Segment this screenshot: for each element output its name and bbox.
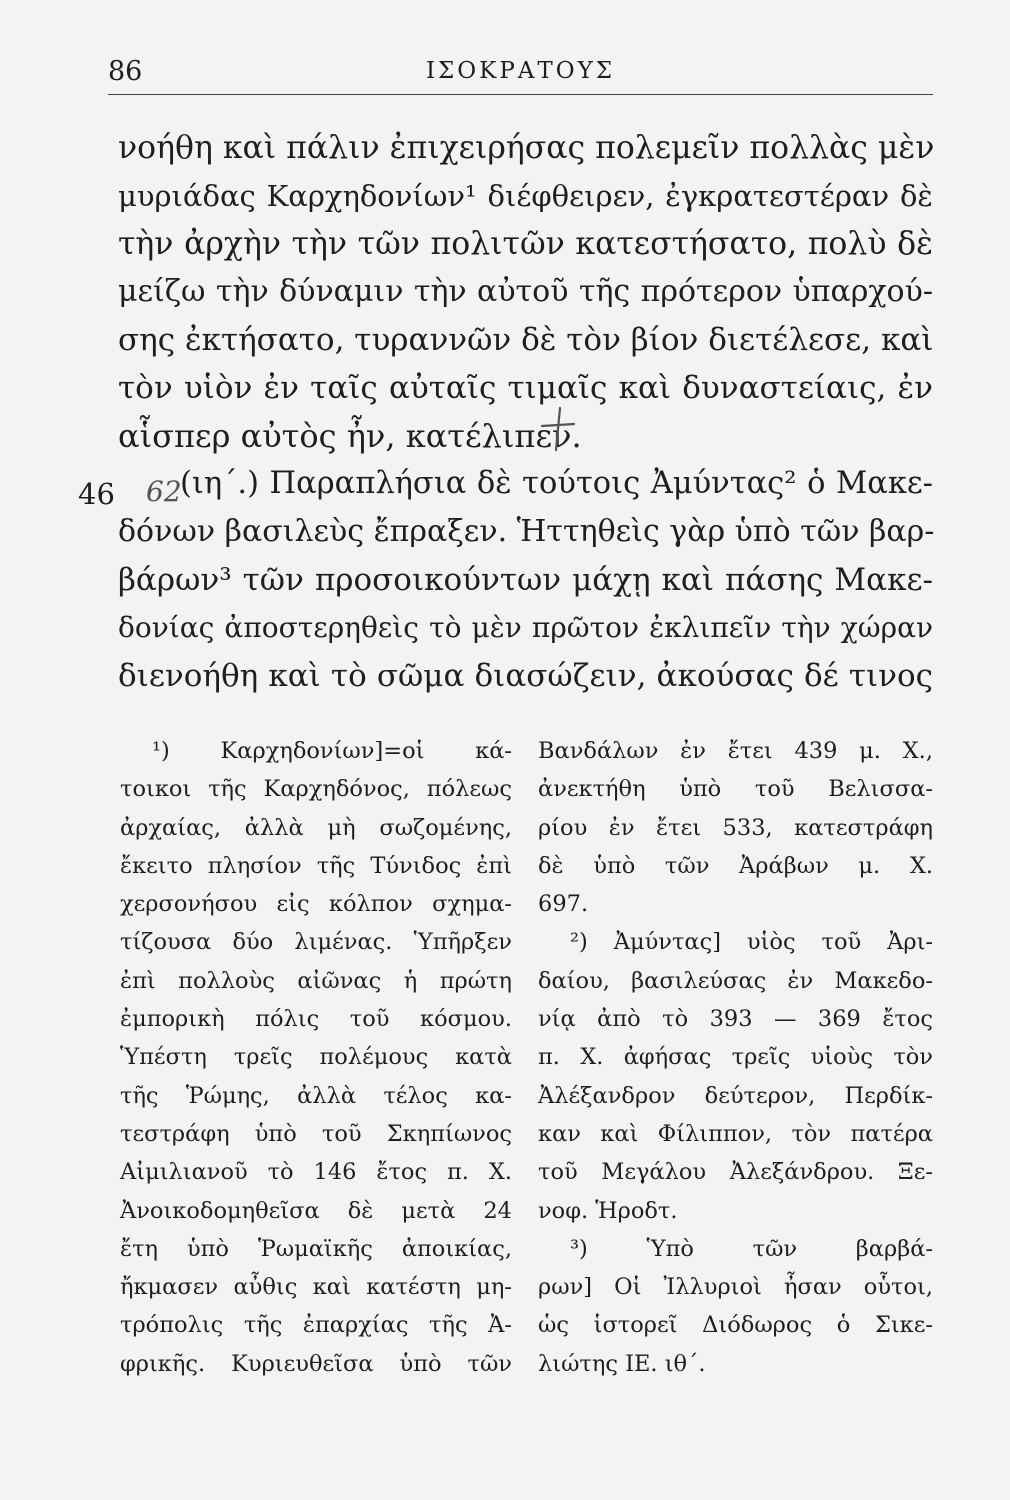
- footnote-line: Αἰμιλιανοῦ τὸ 146 ἔτος π. Χ.: [120, 1159, 512, 1186]
- footnote-line: Ἀλέξανδρον δεύτερον, Περδίκ-: [538, 1082, 933, 1109]
- footnote-line: ὡς ἱστορεῖ Διόδωρος ὁ Σικε-: [538, 1312, 933, 1339]
- footnote-line: φρικῆς. Κυριευθεῖσα ὑπὸ τῶν: [120, 1350, 512, 1377]
- footnote-line: τεστράφη ὑπὸ τοῦ Σκηπίωνος: [120, 1120, 512, 1147]
- main-text-line: βάρων³ τῶν προσοικούντων μάχῃ καὶ πάσης Μακε-: [118, 562, 933, 598]
- footnote-line: Βανδάλων ἐν ἔτει 439 μ. Χ.,: [538, 738, 933, 764]
- footnote-line: ρων] Οἱ Ἰλλυριοὶ ἦσαν οὗτοι,: [538, 1274, 933, 1301]
- main-text-line: τὴν ἀρχὴν τὴν τῶν πολιτῶν κατεστήσατο, πολὺ δὲ: [118, 226, 933, 262]
- footnote-line: νίᾳ ἀπὸ τὸ 393 — 369 ἔτος: [538, 1006, 933, 1033]
- main-text-line: αἷσπερ αὐτὸς ἦν, κατέλιπεν.: [118, 417, 582, 455]
- footnote-line: νοφ. Ἡροδτ.: [538, 1197, 678, 1224]
- pencil-cross-mark: [538, 404, 578, 454]
- main-text-line: (ιη΄.) Παραπλήσια δὲ τούτοις Ἀμύντας² ὁ Μακε-: [180, 466, 933, 501]
- footnote-line: Ἀνοικοδομηθεῖσα δὲ μετὰ 24: [120, 1197, 512, 1224]
- main-text-line: μυριάδας Καρχηδονίων¹ διέφθειρεν, ἐγκρατεστέραν δὲ: [118, 179, 933, 213]
- footnote-line: ἐπὶ πολλοὺς αἰῶνας ἡ πρώτη: [120, 967, 512, 994]
- main-text-line: νοήθη καὶ πάλιν ἐπιχειρήσας πολεμεῖν πολλὰς μὲν: [118, 130, 935, 166]
- footnote-line: ρίου ἐν ἔτει 533, κατεστράφη: [538, 814, 933, 841]
- footnote-line: τοικοι τῆς Καρχηδόνος, πόλεως: [120, 776, 512, 803]
- footnote-line: ¹) Καρχηδονίων]=οἱ κά-: [152, 738, 512, 764]
- footnote-line: ἔκειτο πλησίον τῆς Τύνιδος ἐπὶ: [120, 852, 512, 879]
- section-number: 46: [78, 477, 115, 511]
- main-text-line: τὸν υἱὸν ἐν ταῖς αὐταῖς τιμαῖς καὶ δυναστείαις, ἐν: [118, 370, 933, 406]
- footnote-line: Ὑπέστη τρεῖς πολέμους κατὰ: [120, 1044, 512, 1071]
- handwritten-margin-note: 62: [146, 475, 182, 508]
- footnote-line: δὲ ὑπὸ τῶν Ἀράβων μ. Χ.: [538, 852, 933, 879]
- footnote-line: ³) Ὑπὸ τῶν βαρβά-: [570, 1235, 933, 1262]
- footnote-line: καν καὶ Φίλιππον, τὸν πατέρα: [538, 1120, 933, 1147]
- main-text-line: σης ἐκτήσατο, τυραννῶν δὲ τὸν βίον διετέλεσε, καὶ: [118, 322, 934, 358]
- footnote-line: δαίου, βασιλεύσας ἐν Μακεδο-: [538, 967, 933, 994]
- footnote-line: ἀνεκτήθη ὑπὸ τοῦ Βελισσα-: [538, 776, 933, 803]
- main-text-line: δόνων βασιλεὺς ἔπραξεν. Ἡττηθεὶς γὰρ ὑπὸ τῶν βαρ-: [118, 514, 935, 549]
- footnote-line: χερσονήσου εἰς κόλπον σχημα-: [120, 891, 512, 918]
- main-text-line: δονίας ἀποστερηθεὶς τὸ μὲν πρῶτον ἐκλιπεῖν τὴν χώραν: [118, 611, 933, 644]
- footnote-line: ²) Ἀμύντας] υἱὸς τοῦ Ἀρι-: [570, 929, 933, 956]
- main-text-line: μείζω τὴν δύναμιν τὴν αὐτοῦ τῆς πρότερον ὑπαρχού-: [118, 274, 933, 309]
- main-text: [118, 124, 933, 700]
- book-title: ΙΣΟΚΡΑΤΟΥΣ: [425, 58, 616, 84]
- footnote-line: τρόπολις τῆς ἐπαρχίας τῆς Ἀ-: [120, 1312, 512, 1339]
- footnote-line: ἐμπορικὴ πόλις τοῦ κόσμου.: [120, 1006, 512, 1033]
- footnote-line: ἔτη ὑπὸ Ῥωμαϊκῆς ἀποικίας,: [120, 1235, 512, 1262]
- footnote-line: 697.: [538, 891, 589, 918]
- footnote-line: ἀρχαίας, ἀλλὰ μὴ σωζομένης,: [120, 814, 512, 841]
- footnote-line: ἤκμασεν αὖθις καὶ κατέστη μη-: [120, 1274, 512, 1301]
- header-rule: [108, 94, 933, 95]
- page-number: 86: [108, 56, 143, 87]
- footnotes-right-column: [538, 732, 933, 1383]
- footnote-line: π. Χ. ἀφήσας τρεῖς υἱοὺς τὸν: [538, 1044, 933, 1071]
- footnotes-left-column: [120, 732, 512, 1383]
- footnote-line: τοῦ Μεγάλου Ἀλεξάνδρου. Ξε-: [538, 1159, 933, 1186]
- running-head: [108, 56, 933, 96]
- footnote-line: λιώτης ΙΕ. ιθ΄.: [538, 1350, 706, 1377]
- main-text-line: διενοήθη καὶ τὸ σῶμα διασώζειν, ἀκούσας δέ τινος: [118, 658, 933, 694]
- footnote-line: τῆς Ῥώμης, ἀλλὰ τέλος κα-: [120, 1082, 512, 1109]
- footnote-line: τίζουσα δύο λιμένας. Ὑπῆρξεν: [120, 929, 512, 956]
